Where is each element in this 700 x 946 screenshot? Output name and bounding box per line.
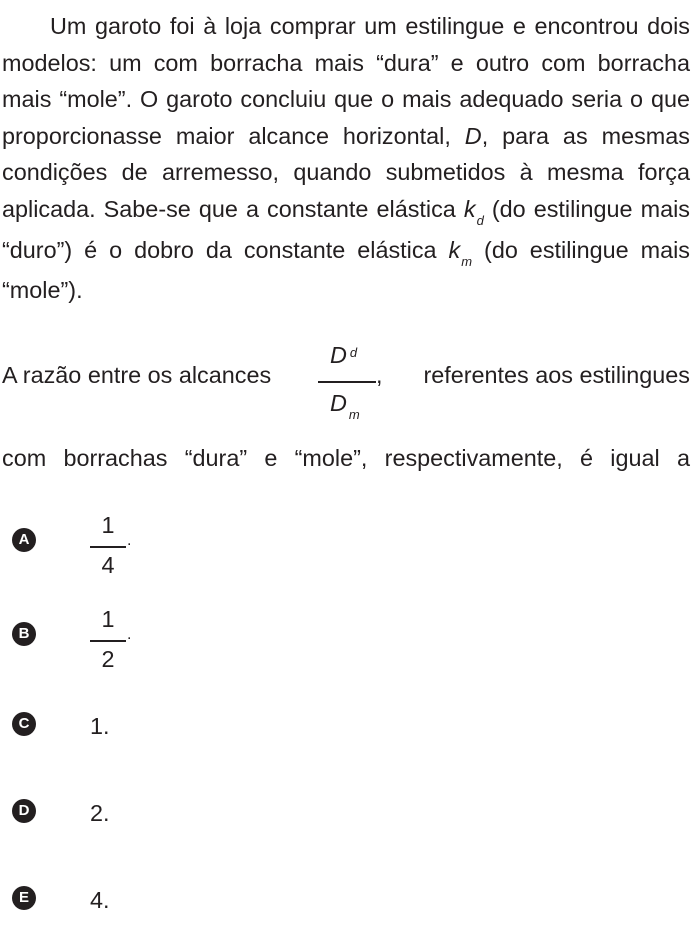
stem-text-1: Um garoto foi à loja comprar um estilingue e encontrou dois modelos: um com borracha mais “dura” e outro com borracha mais “mole”. O garoto concluiu que o mais adequado seria o que proporcionasse maior alcance horizontal,: [2, 13, 690, 149]
option-b-fraction-bar: [90, 640, 126, 642]
option-a-badge: A: [12, 528, 36, 552]
stem-variable-d: D: [464, 122, 482, 149]
option-d[interactable]: [12, 799, 312, 859]
ratio-trail-text: referentes aos estilingues: [423, 362, 690, 388]
ratio-numerator-subscript: d: [349, 345, 358, 360]
stem-text-2: , para as mesmas condições de arremesso, quando submetidos à mesma força aplicada. Sabe-se que a constante elástica: [2, 122, 690, 222]
stem-text-4: (do estilingue mais “mole”).: [2, 236, 690, 304]
ratio-denominator: [330, 390, 360, 422]
question-closing: com borrachas “dura” e “mole”, respectivamente, é igual a: [2, 445, 690, 471]
ratio-numerator: [330, 342, 357, 369]
stem-subscript-m: m: [461, 253, 473, 269]
option-e-badge: E: [12, 886, 36, 910]
ratio-comma: ,: [376, 362, 383, 388]
ratio-denominator-var: D: [330, 390, 347, 416]
ratio-numerator-var: D: [330, 342, 347, 368]
ratio-sentence: [2, 342, 690, 426]
option-b-denominator: 2: [101, 646, 115, 672]
stem-text-3: (do estilingue mais “duro”) é o dobro da constante elástica: [2, 195, 690, 263]
option-a-numerator: 1: [101, 512, 115, 538]
option-a-denominator: 4: [101, 552, 115, 578]
option-e-text: 4.: [90, 887, 110, 913]
option-b[interactable]: [12, 606, 312, 672]
ratio-denominator-subscript: m: [348, 407, 360, 422]
option-a-punct: .: [127, 532, 132, 549]
option-e[interactable]: [12, 886, 312, 946]
option-b-fraction: [90, 606, 130, 686]
stem-variable-k-d: k: [463, 195, 476, 222]
option-c-text: 1.: [90, 713, 110, 739]
ratio-lead-text: A razão entre os alcances: [2, 362, 272, 388]
option-c-badge: C: [12, 712, 36, 736]
stem-variable-k-m: k: [448, 236, 461, 263]
option-d-badge: D: [12, 799, 36, 823]
option-c[interactable]: [12, 712, 312, 772]
option-a-fraction: [90, 512, 130, 592]
option-a-fraction-bar: [90, 546, 126, 548]
option-b-punct: .: [127, 626, 132, 643]
option-b-badge: B: [12, 622, 36, 646]
option-b-numerator: 1: [101, 606, 115, 632]
stem-subscript-d: d: [476, 212, 484, 228]
fraction-bar: [318, 381, 376, 383]
option-d-text: 2.: [90, 800, 110, 826]
option-a[interactable]: [12, 512, 312, 578]
question-stem: [2, 8, 690, 309]
